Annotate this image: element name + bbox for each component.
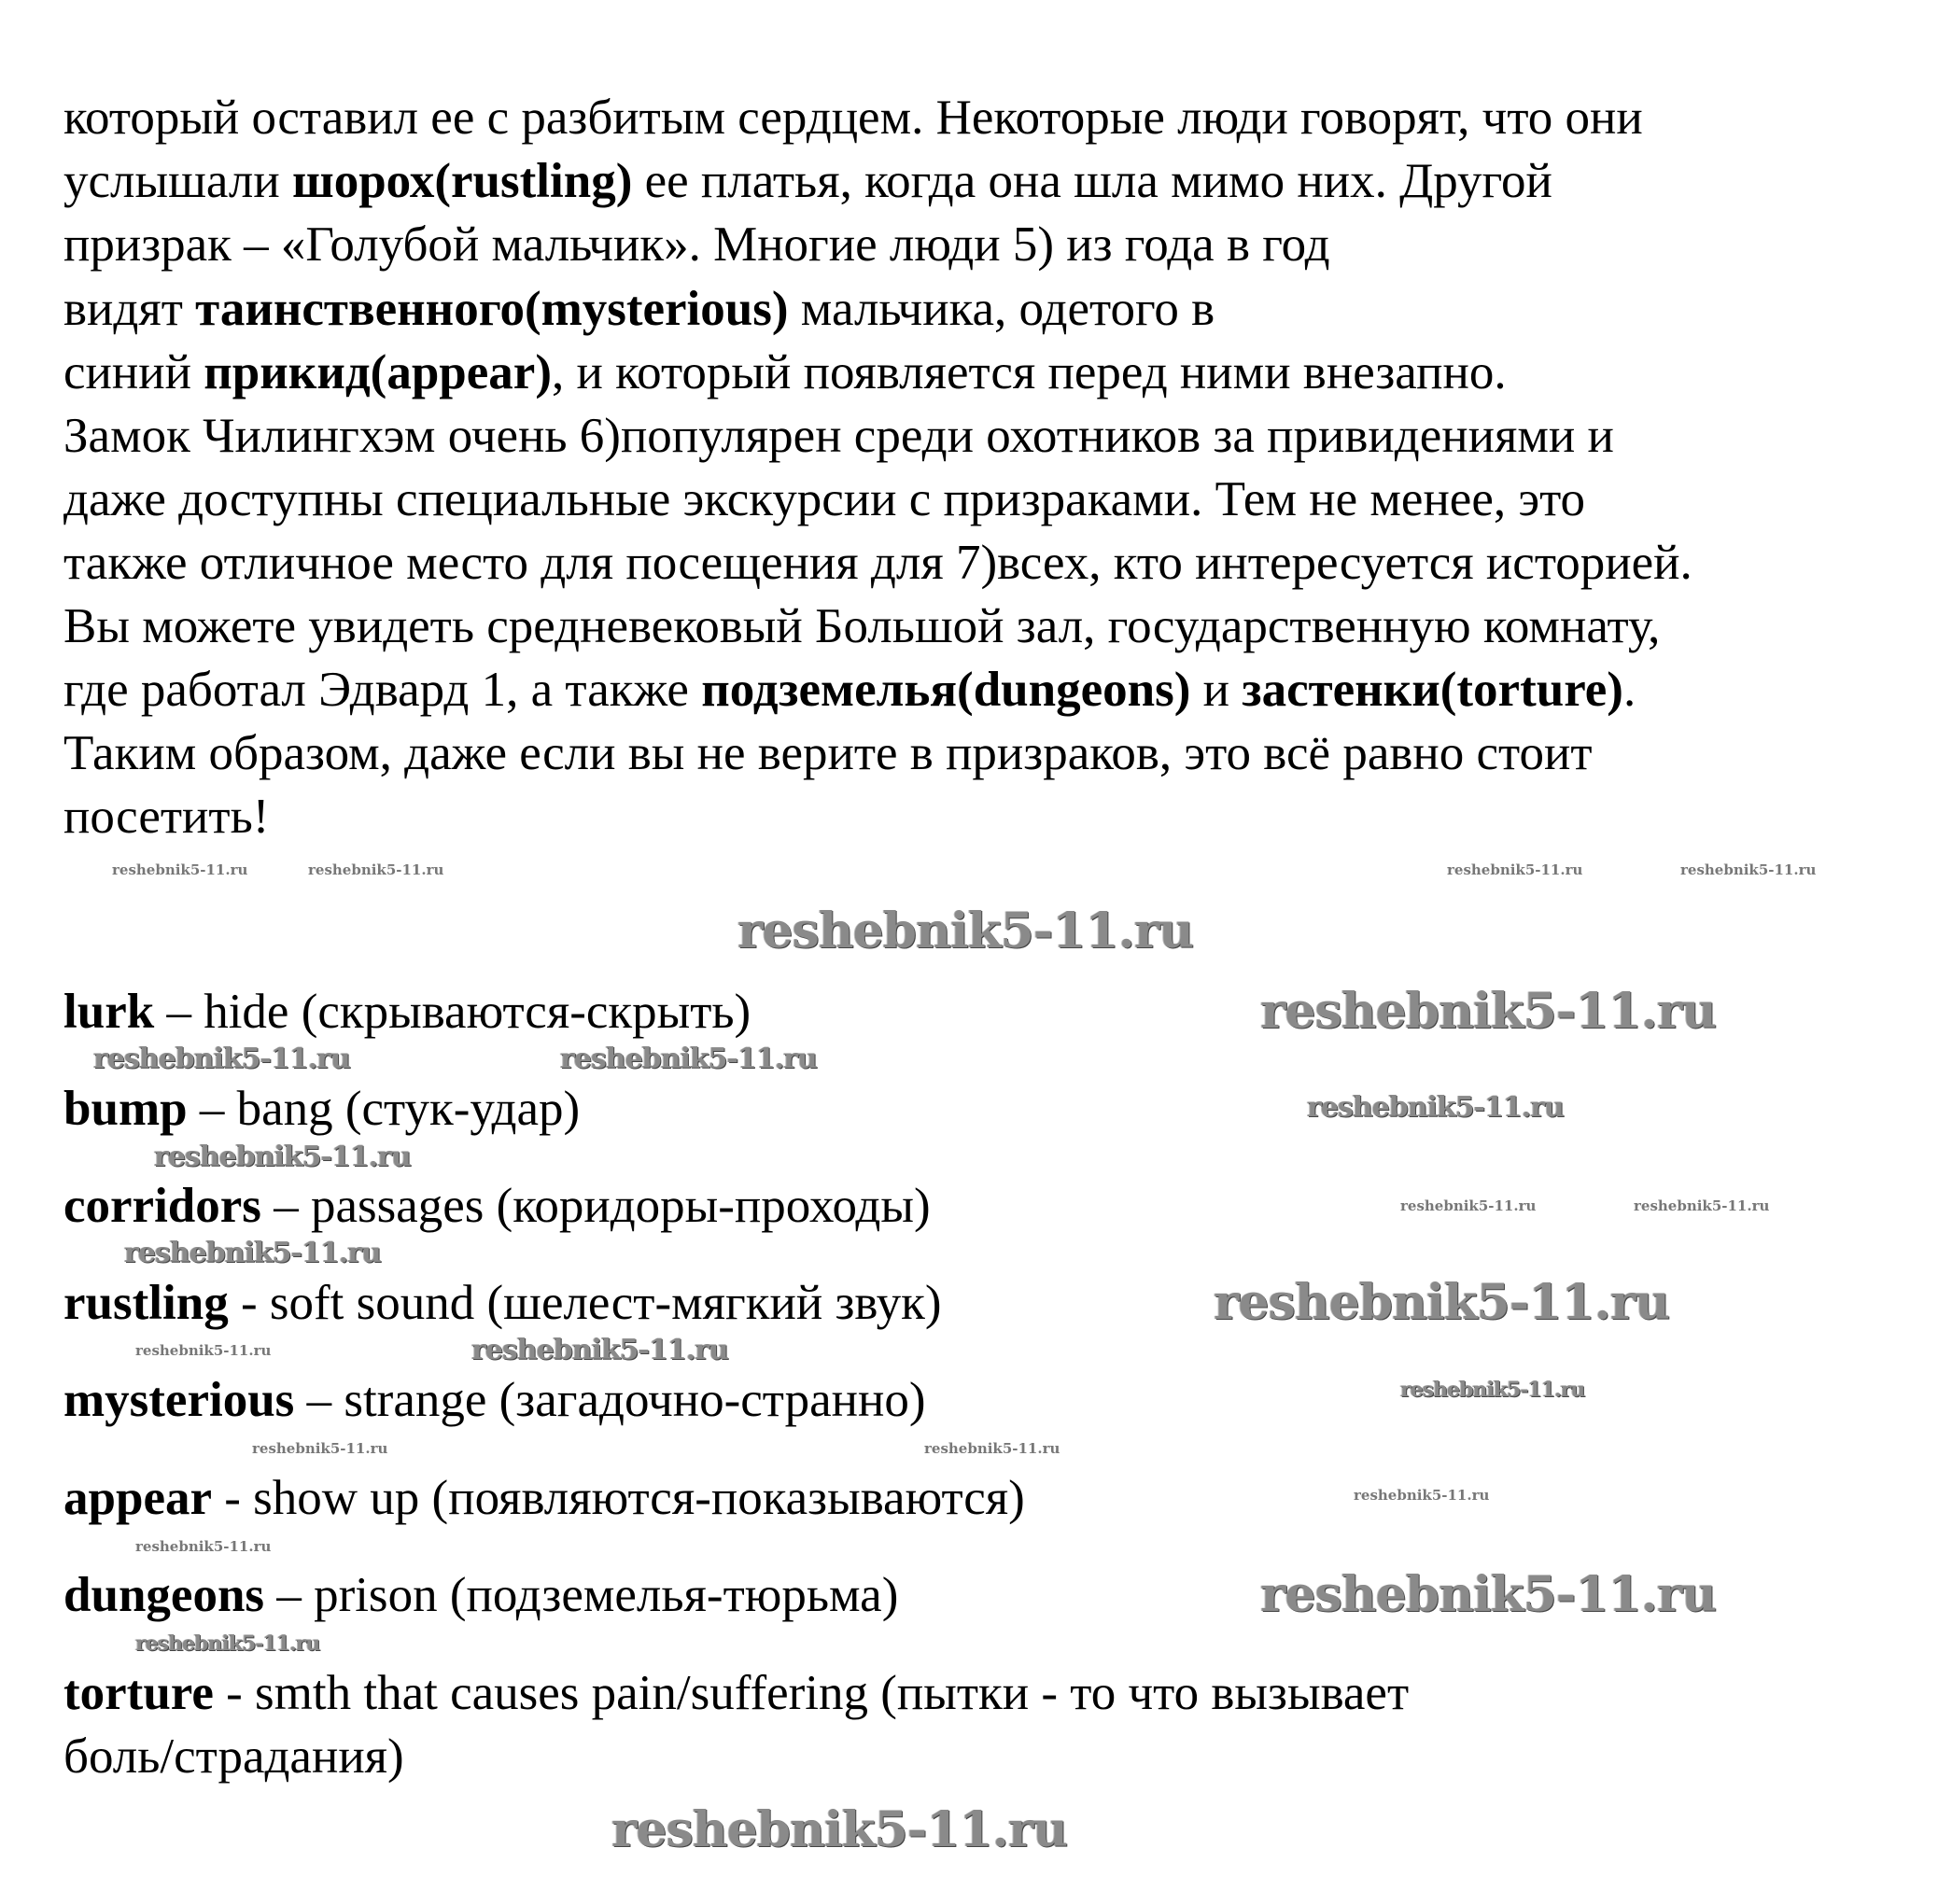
text: ее платья, когда она шла мимо них. Другой [632, 154, 1552, 208]
text: также отличное место для посещения для 7)всех, кто интересуется историей. [63, 536, 1692, 590]
watermark: reshebnik5-11.ru [308, 861, 444, 878]
bold-term: таинственного(mysterious) [195, 282, 789, 336]
separator: - [213, 1666, 256, 1720]
glossary-entry [63, 1568, 899, 1622]
glossary-entry [63, 1179, 931, 1233]
paragraph-line [63, 409, 1614, 463]
watermark: reshebnik5-11.ru [252, 1440, 388, 1457]
glossary-entry [63, 1729, 404, 1784]
glossary-term: dungeons [63, 1568, 265, 1622]
watermark: reshebnik5-11.ru [135, 1631, 320, 1656]
watermark: reshebnik5-11.ru [1680, 861, 1817, 878]
bold-term: подземелья(dungeons) [701, 663, 1191, 717]
paragraph-line [63, 536, 1692, 590]
bold-term: шорох(rustling) [291, 154, 633, 208]
glossary-term: bump [63, 1082, 188, 1136]
text: , и который появляется перед ними внезапно. [551, 345, 1507, 399]
watermark: reshebnik5-11.ru [1354, 1487, 1490, 1504]
paragraph-line [63, 726, 1593, 780]
watermark: reshebnik5-11.ru [737, 903, 1194, 959]
watermark: reshebnik5-11.ru [1400, 1378, 1585, 1402]
glossary-entry [63, 1276, 942, 1330]
separator: - [212, 1471, 254, 1525]
watermark: reshebnik5-11.ru [1400, 1197, 1537, 1214]
text: посетить! [63, 790, 270, 844]
watermark: reshebnik5-11.ru [1447, 861, 1583, 878]
paragraph-line [63, 93, 1643, 143]
watermark: reshebnik5-11.ru [1260, 1566, 1717, 1623]
glossary-definition: soft sound (шелест-мягкий звук) [269, 1276, 942, 1330]
watermark: reshebnik5-11.ru [135, 1342, 272, 1359]
separator: - [228, 1276, 270, 1330]
watermark: reshebnik5-11.ru [124, 1237, 381, 1269]
text: услышали [63, 154, 292, 208]
watermark: reshebnik5-11.ru [112, 861, 248, 878]
text: мальчика, одетого в [788, 282, 1215, 336]
watermark: reshebnik5-11.ru [154, 1141, 411, 1173]
text: Таким образом, даже если вы не верите в призраков, это всё равно стоит [63, 726, 1593, 780]
bold-term: застенки(torture) [1242, 663, 1623, 717]
glossary-definition: hide (скрываются-скрыть) [204, 985, 751, 1039]
separator: – [260, 1179, 311, 1233]
glossary-definition: prison (подземелья-тюрьма) [314, 1568, 899, 1622]
paragraph-line [63, 472, 1586, 526]
text: где работал Эдвард 1, а также [63, 663, 702, 717]
watermark: reshebnik5-11.ru [1260, 983, 1717, 1040]
glossary-definition: passages (коридоры-проходы) [310, 1179, 931, 1233]
glossary-term: corridors [63, 1179, 261, 1233]
watermark: reshebnik5-11.ru [1634, 1197, 1770, 1214]
watermark: reshebnik5-11.ru [1307, 1091, 1564, 1124]
watermark: reshebnik5-11.ru [560, 1043, 817, 1075]
glossary-entry [63, 1082, 581, 1136]
glossary-term: mysterious [63, 1373, 295, 1427]
text: который оставил ее с разбитым сердцем. Некоторые люди говорят, что они [63, 91, 1643, 145]
paragraph-line [63, 217, 1330, 272]
paragraph-line [63, 792, 269, 842]
watermark: reshebnik5-11.ru [1214, 1274, 1670, 1331]
text: Замок Чилингхэм очень 6)популярен среди охотников за привидениями и [63, 409, 1614, 463]
watermark: reshebnik5-11.ru [611, 1801, 1068, 1858]
text: видят [63, 282, 196, 336]
text: призрак – «Голубой мальчик». Многие люди 5) из года в год [63, 217, 1330, 272]
glossary-definition: smth that causes pain/suffering (пытки - то что вызывает [255, 1666, 1410, 1720]
watermark: reshebnik5-11.ru [93, 1043, 350, 1075]
glossary-term: appear [63, 1471, 212, 1525]
bold-term: прикид(appear) [204, 345, 552, 399]
glossary-term: lurk [63, 985, 155, 1039]
text: Вы можете увидеть средневековый Большой зал, государственную комнату, [63, 599, 1661, 653]
glossary-term: rustling [63, 1276, 229, 1330]
paragraph-line [63, 154, 1552, 208]
glossary-entry [63, 1666, 1410, 1720]
glossary-definition: show up (появляются-показываются) [253, 1471, 1025, 1525]
text: даже доступны специальные экскурсии с призраками. Тем не менее, это [63, 472, 1586, 526]
paragraph-line [63, 599, 1661, 653]
text: и [1190, 663, 1243, 717]
text: синий [63, 345, 204, 399]
paragraph-line [63, 345, 1507, 399]
glossary-definition: strange (загадочно-странно) [344, 1373, 926, 1427]
text: . [1622, 663, 1636, 717]
glossary-definition: боль/страдания) [63, 1729, 404, 1784]
glossary-term: torture [63, 1666, 214, 1720]
glossary-entry [63, 1471, 1025, 1525]
glossary-entry [63, 1373, 926, 1427]
separator: – [187, 1082, 237, 1136]
watermark: reshebnik5-11.ru [471, 1334, 728, 1366]
paragraph-line [63, 282, 1215, 336]
glossary-entry [63, 987, 751, 1037]
separator: – [294, 1373, 344, 1427]
separator: – [154, 985, 204, 1039]
paragraph-line [63, 665, 1636, 715]
watermark: reshebnik5-11.ru [135, 1538, 272, 1555]
watermark: reshebnik5-11.ru [924, 1440, 1060, 1457]
separator: – [264, 1568, 315, 1622]
glossary-definition: bang (стук-удар) [236, 1082, 581, 1136]
